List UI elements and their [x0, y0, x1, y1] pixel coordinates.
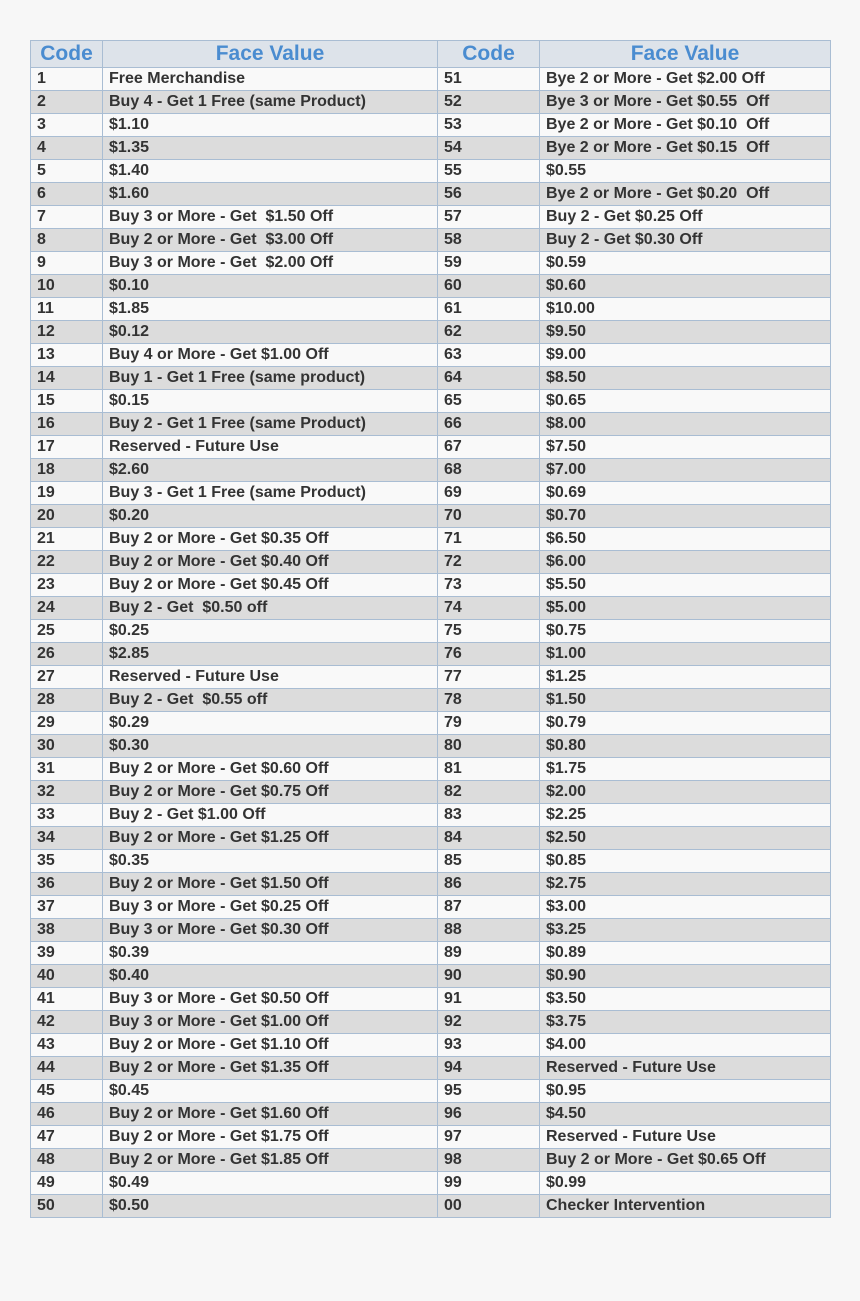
table-row: [31, 804, 831, 827]
table-row: [31, 252, 831, 275]
code-cell-left: 23: [31, 574, 103, 597]
table-row: [31, 919, 831, 942]
code-cell-left: 1: [31, 68, 103, 91]
code-cell-right: 98: [438, 1149, 540, 1172]
code-cell-right: 57: [438, 206, 540, 229]
code-cell-right: 87: [438, 896, 540, 919]
table-row: [31, 1195, 831, 1218]
face-value-cell-right: $0.80: [540, 735, 831, 758]
face-value-cell-right: $5.00: [540, 597, 831, 620]
face-value-cell-left: Buy 2 or More - Get $1.75 Off: [103, 1126, 438, 1149]
code-cell-left: 9: [31, 252, 103, 275]
face-value-cell-left: Buy 2 - Get 1 Free (same Product): [103, 413, 438, 436]
code-cell-right: 79: [438, 712, 540, 735]
face-value-cell-left: $0.45: [103, 1080, 438, 1103]
face-value-cell-right: $7.50: [540, 436, 831, 459]
face-value-cell-left: Buy 2 or More - Get $0.75 Off: [103, 781, 438, 804]
table-row: [31, 505, 831, 528]
table-row: [31, 988, 831, 1011]
face-value-cell-left: Buy 2 or More - Get $1.50 Off: [103, 873, 438, 896]
code-cell-left: 7: [31, 206, 103, 229]
face-value-cell-right: $0.90: [540, 965, 831, 988]
code-cell-right: 00: [438, 1195, 540, 1218]
code-cell-left: 46: [31, 1103, 103, 1126]
code-cell-left: 22: [31, 551, 103, 574]
face-value-cell-right: $10.00: [540, 298, 831, 321]
face-value-cell-left: Buy 2 - Get $0.55 off: [103, 689, 438, 712]
code-cell-left: 43: [31, 1034, 103, 1057]
face-value-cell-left: $0.15: [103, 390, 438, 413]
face-value-cell-left: Buy 3 or More - Get $0.50 Off: [103, 988, 438, 1011]
code-cell-right: 93: [438, 1034, 540, 1057]
table-row: [31, 206, 831, 229]
code-cell-left: 42: [31, 1011, 103, 1034]
face-value-cell-left: $0.30: [103, 735, 438, 758]
table-row: [31, 620, 831, 643]
face-value-cell-right: Bye 2 or More - Get $0.15 Off: [540, 137, 831, 160]
face-value-cell-left: $2.85: [103, 643, 438, 666]
code-cell-left: 34: [31, 827, 103, 850]
code-cell-left: 2: [31, 91, 103, 114]
face-value-cell-left: Reserved - Future Use: [103, 666, 438, 689]
code-cell-right: 88: [438, 919, 540, 942]
code-cell-right: 65: [438, 390, 540, 413]
face-value-cell-left: Buy 2 - Get $0.50 off: [103, 597, 438, 620]
face-value-cell-right: Reserved - Future Use: [540, 1126, 831, 1149]
table-row: [31, 1126, 831, 1149]
table-row: [31, 229, 831, 252]
face-value-cell-right: $0.99: [540, 1172, 831, 1195]
table-row: [31, 68, 831, 91]
code-cell-right: 59: [438, 252, 540, 275]
table-row: [31, 1034, 831, 1057]
code-cell-right: 61: [438, 298, 540, 321]
table-row: [31, 850, 831, 873]
face-value-cell-left: Buy 2 or More - Get $1.60 Off: [103, 1103, 438, 1126]
table-row: [31, 827, 831, 850]
face-value-cell-right: $3.50: [540, 988, 831, 1011]
face-value-cell-right: $3.00: [540, 896, 831, 919]
code-cell-left: 25: [31, 620, 103, 643]
table-row: [31, 666, 831, 689]
header-face-value-right: Face Value: [540, 41, 831, 68]
code-cell-left: 26: [31, 643, 103, 666]
table-row: [31, 459, 831, 482]
face-value-cell-left: Buy 2 or More - Get $1.35 Off: [103, 1057, 438, 1080]
table-row: [31, 781, 831, 804]
table-row: [31, 551, 831, 574]
face-value-cell-left: $0.40: [103, 965, 438, 988]
table-row: [31, 160, 831, 183]
face-value-cell-right: $4.00: [540, 1034, 831, 1057]
face-value-cell-right: Checker Intervention: [540, 1195, 831, 1218]
table-row: [31, 344, 831, 367]
table-row: [31, 712, 831, 735]
code-cell-left: 5: [31, 160, 103, 183]
face-value-cell-right: $2.25: [540, 804, 831, 827]
code-cell-right: 60: [438, 275, 540, 298]
face-value-cell-right: Reserved - Future Use: [540, 1057, 831, 1080]
face-value-cell-left: $1.85: [103, 298, 438, 321]
face-value-cell-left: Buy 3 or More - Get $1.00 Off: [103, 1011, 438, 1034]
code-cell-right: 58: [438, 229, 540, 252]
table-row: [31, 1103, 831, 1126]
face-value-cell-right: $0.85: [540, 850, 831, 873]
table-row: [31, 321, 831, 344]
code-cell-left: 47: [31, 1126, 103, 1149]
code-cell-right: 95: [438, 1080, 540, 1103]
code-cell-right: 85: [438, 850, 540, 873]
face-value-cell-right: $2.75: [540, 873, 831, 896]
table-row: [31, 965, 831, 988]
code-cell-left: 33: [31, 804, 103, 827]
face-value-cell-left: $0.25: [103, 620, 438, 643]
code-cell-right: 96: [438, 1103, 540, 1126]
code-cell-left: 16: [31, 413, 103, 436]
code-cell-right: 94: [438, 1057, 540, 1080]
face-value-cell-right: $3.25: [540, 919, 831, 942]
header-row: [31, 41, 831, 68]
code-cell-right: 72: [438, 551, 540, 574]
face-value-cell-right: $8.50: [540, 367, 831, 390]
code-cell-left: 50: [31, 1195, 103, 1218]
face-value-cell-right: $1.00: [540, 643, 831, 666]
code-cell-left: 17: [31, 436, 103, 459]
header-code-right: Code: [438, 41, 540, 68]
code-cell-right: 77: [438, 666, 540, 689]
code-cell-left: 36: [31, 873, 103, 896]
face-value-cell-right: Bye 3 or More - Get $0.55 Off: [540, 91, 831, 114]
table-row: [31, 1057, 831, 1080]
code-cell-right: 55: [438, 160, 540, 183]
face-value-cell-right: $1.75: [540, 758, 831, 781]
table-row: [31, 689, 831, 712]
code-cell-left: 10: [31, 275, 103, 298]
coupon-code-table: [30, 40, 831, 1218]
code-cell-right: 83: [438, 804, 540, 827]
code-cell-right: 68: [438, 459, 540, 482]
code-cell-right: 80: [438, 735, 540, 758]
code-cell-right: 62: [438, 321, 540, 344]
face-value-cell-right: Bye 2 or More - Get $0.10 Off: [540, 114, 831, 137]
table-row: [31, 137, 831, 160]
code-cell-right: 89: [438, 942, 540, 965]
face-value-cell-left: Reserved - Future Use: [103, 436, 438, 459]
face-value-cell-left: $1.10: [103, 114, 438, 137]
code-cell-left: 30: [31, 735, 103, 758]
face-value-cell-right: Bye 2 or More - Get $2.00 Off: [540, 68, 831, 91]
table-row: [31, 896, 831, 919]
face-value-cell-right: $1.25: [540, 666, 831, 689]
code-cell-left: 4: [31, 137, 103, 160]
face-value-cell-right: $1.50: [540, 689, 831, 712]
code-cell-left: 31: [31, 758, 103, 781]
code-cell-right: 63: [438, 344, 540, 367]
code-cell-left: 19: [31, 482, 103, 505]
face-value-cell-left: $0.10: [103, 275, 438, 298]
code-cell-right: 74: [438, 597, 540, 620]
face-value-cell-left: $1.60: [103, 183, 438, 206]
face-value-cell-left: Buy 2 or More - Get $0.35 Off: [103, 528, 438, 551]
table-row: [31, 1080, 831, 1103]
code-cell-right: 99: [438, 1172, 540, 1195]
code-cell-left: 21: [31, 528, 103, 551]
code-cell-left: 29: [31, 712, 103, 735]
table-row: [31, 275, 831, 298]
table-row: [31, 367, 831, 390]
code-cell-right: 66: [438, 413, 540, 436]
code-cell-left: 3: [31, 114, 103, 137]
face-value-cell-right: $5.50: [540, 574, 831, 597]
code-cell-left: 40: [31, 965, 103, 988]
code-cell-right: 71: [438, 528, 540, 551]
table-row: [31, 390, 831, 413]
face-value-cell-left: Buy 2 or More - Get $1.10 Off: [103, 1034, 438, 1057]
code-cell-right: 97: [438, 1126, 540, 1149]
code-cell-left: 39: [31, 942, 103, 965]
face-value-cell-left: $1.35: [103, 137, 438, 160]
table-row: [31, 114, 831, 137]
code-cell-left: 37: [31, 896, 103, 919]
table-row: [31, 597, 831, 620]
face-value-cell-right: Buy 2 or More - Get $0.65 Off: [540, 1149, 831, 1172]
code-cell-left: 18: [31, 459, 103, 482]
face-value-cell-right: $6.50: [540, 528, 831, 551]
face-value-cell-right: $0.59: [540, 252, 831, 275]
table-row: [31, 482, 831, 505]
face-value-cell-left: Buy 4 or More - Get $1.00 Off: [103, 344, 438, 367]
code-cell-right: 90: [438, 965, 540, 988]
code-cell-left: 38: [31, 919, 103, 942]
face-value-cell-right: $9.50: [540, 321, 831, 344]
code-cell-right: 82: [438, 781, 540, 804]
code-cell-right: 70: [438, 505, 540, 528]
face-value-cell-left: $0.20: [103, 505, 438, 528]
face-value-cell-right: Bye 2 or More - Get $0.20 Off: [540, 183, 831, 206]
face-value-cell-left: Buy 2 or More - Get $1.85 Off: [103, 1149, 438, 1172]
face-value-cell-right: $0.95: [540, 1080, 831, 1103]
face-value-cell-right: $0.60: [540, 275, 831, 298]
face-value-cell-right: $3.75: [540, 1011, 831, 1034]
table-row: [31, 643, 831, 666]
code-cell-left: 12: [31, 321, 103, 344]
table-row: [31, 873, 831, 896]
face-value-cell-right: $0.55: [540, 160, 831, 183]
code-cell-right: 76: [438, 643, 540, 666]
code-cell-left: 49: [31, 1172, 103, 1195]
code-cell-left: 48: [31, 1149, 103, 1172]
face-value-cell-left: Buy 3 or More - Get $1.50 Off: [103, 206, 438, 229]
face-value-cell-left: $0.50: [103, 1195, 438, 1218]
code-cell-right: 73: [438, 574, 540, 597]
table-row: [31, 1149, 831, 1172]
table-row: [31, 942, 831, 965]
face-value-cell-right: $0.65: [540, 390, 831, 413]
face-value-cell-right: $0.79: [540, 712, 831, 735]
code-cell-left: 13: [31, 344, 103, 367]
code-cell-left: 32: [31, 781, 103, 804]
face-value-cell-left: Buy 2 - Get $1.00 Off: [103, 804, 438, 827]
face-value-cell-left: $0.29: [103, 712, 438, 735]
code-cell-left: 20: [31, 505, 103, 528]
table-row: [31, 1172, 831, 1195]
face-value-cell-left: $0.35: [103, 850, 438, 873]
code-cell-left: 45: [31, 1080, 103, 1103]
table-row: [31, 298, 831, 321]
code-cell-right: 86: [438, 873, 540, 896]
face-value-cell-left: Buy 3 or More - Get $2.00 Off: [103, 252, 438, 275]
face-value-cell-left: Buy 2 or More - Get $3.00 Off: [103, 229, 438, 252]
code-cell-left: 14: [31, 367, 103, 390]
face-value-cell-left: Buy 2 or More - Get $0.45 Off: [103, 574, 438, 597]
table-row: [31, 91, 831, 114]
face-value-cell-left: Buy 3 or More - Get $0.25 Off: [103, 896, 438, 919]
face-value-cell-right: $9.00: [540, 344, 831, 367]
face-value-cell-left: Buy 2 or More - Get $0.40 Off: [103, 551, 438, 574]
header-code-left: Code: [31, 41, 103, 68]
table-row: [31, 735, 831, 758]
face-value-cell-left: $1.40: [103, 160, 438, 183]
code-cell-left: 35: [31, 850, 103, 873]
face-value-cell-right: $0.70: [540, 505, 831, 528]
table-body: [31, 68, 831, 1218]
code-cell-right: 67: [438, 436, 540, 459]
code-cell-right: 91: [438, 988, 540, 1011]
code-cell-left: 28: [31, 689, 103, 712]
face-value-cell-right: Buy 2 - Get $0.30 Off: [540, 229, 831, 252]
face-value-cell-left: Buy 3 or More - Get $0.30 Off: [103, 919, 438, 942]
face-value-cell-left: Buy 2 or More - Get $1.25 Off: [103, 827, 438, 850]
code-cell-right: 64: [438, 367, 540, 390]
code-cell-right: 53: [438, 114, 540, 137]
code-cell-left: 27: [31, 666, 103, 689]
face-value-cell-left: Buy 1 - Get 1 Free (same product): [103, 367, 438, 390]
code-cell-right: 81: [438, 758, 540, 781]
code-cell-right: 51: [438, 68, 540, 91]
face-value-cell-right: $8.00: [540, 413, 831, 436]
table-row: [31, 574, 831, 597]
face-value-cell-left: Free Merchandise: [103, 68, 438, 91]
face-value-cell-left: $0.12: [103, 321, 438, 344]
code-cell-left: 6: [31, 183, 103, 206]
face-value-cell-right: $4.50: [540, 1103, 831, 1126]
face-value-cell-left: Buy 3 - Get 1 Free (same Product): [103, 482, 438, 505]
table-row: [31, 436, 831, 459]
table-row: [31, 413, 831, 436]
face-value-cell-right: $2.50: [540, 827, 831, 850]
code-cell-left: 15: [31, 390, 103, 413]
face-value-cell-left: $0.39: [103, 942, 438, 965]
code-cell-right: 75: [438, 620, 540, 643]
face-value-cell-left: Buy 4 - Get 1 Free (same Product): [103, 91, 438, 114]
face-value-cell-left: $2.60: [103, 459, 438, 482]
table-row: [31, 528, 831, 551]
face-value-cell-right: $2.00: [540, 781, 831, 804]
face-value-cell-right: $0.69: [540, 482, 831, 505]
code-cell-right: 92: [438, 1011, 540, 1034]
code-cell-left: 41: [31, 988, 103, 1011]
code-cell-left: 44: [31, 1057, 103, 1080]
face-value-cell-right: $0.89: [540, 942, 831, 965]
table-row: [31, 183, 831, 206]
table-row: [31, 1011, 831, 1034]
code-cell-right: 54: [438, 137, 540, 160]
code-cell-left: 24: [31, 597, 103, 620]
code-cell-right: 52: [438, 91, 540, 114]
face-value-cell-left: $0.49: [103, 1172, 438, 1195]
code-cell-right: 56: [438, 183, 540, 206]
code-cell-left: 11: [31, 298, 103, 321]
code-cell-right: 69: [438, 482, 540, 505]
code-cell-right: 84: [438, 827, 540, 850]
face-value-cell-right: $7.00: [540, 459, 831, 482]
face-value-cell-right: $6.00: [540, 551, 831, 574]
face-value-cell-right: $0.75: [540, 620, 831, 643]
table-row: [31, 758, 831, 781]
face-value-cell-right: Buy 2 - Get $0.25 Off: [540, 206, 831, 229]
face-value-cell-left: Buy 2 or More - Get $0.60 Off: [103, 758, 438, 781]
code-cell-left: 8: [31, 229, 103, 252]
header-face-value-left: Face Value: [103, 41, 438, 68]
code-cell-right: 78: [438, 689, 540, 712]
